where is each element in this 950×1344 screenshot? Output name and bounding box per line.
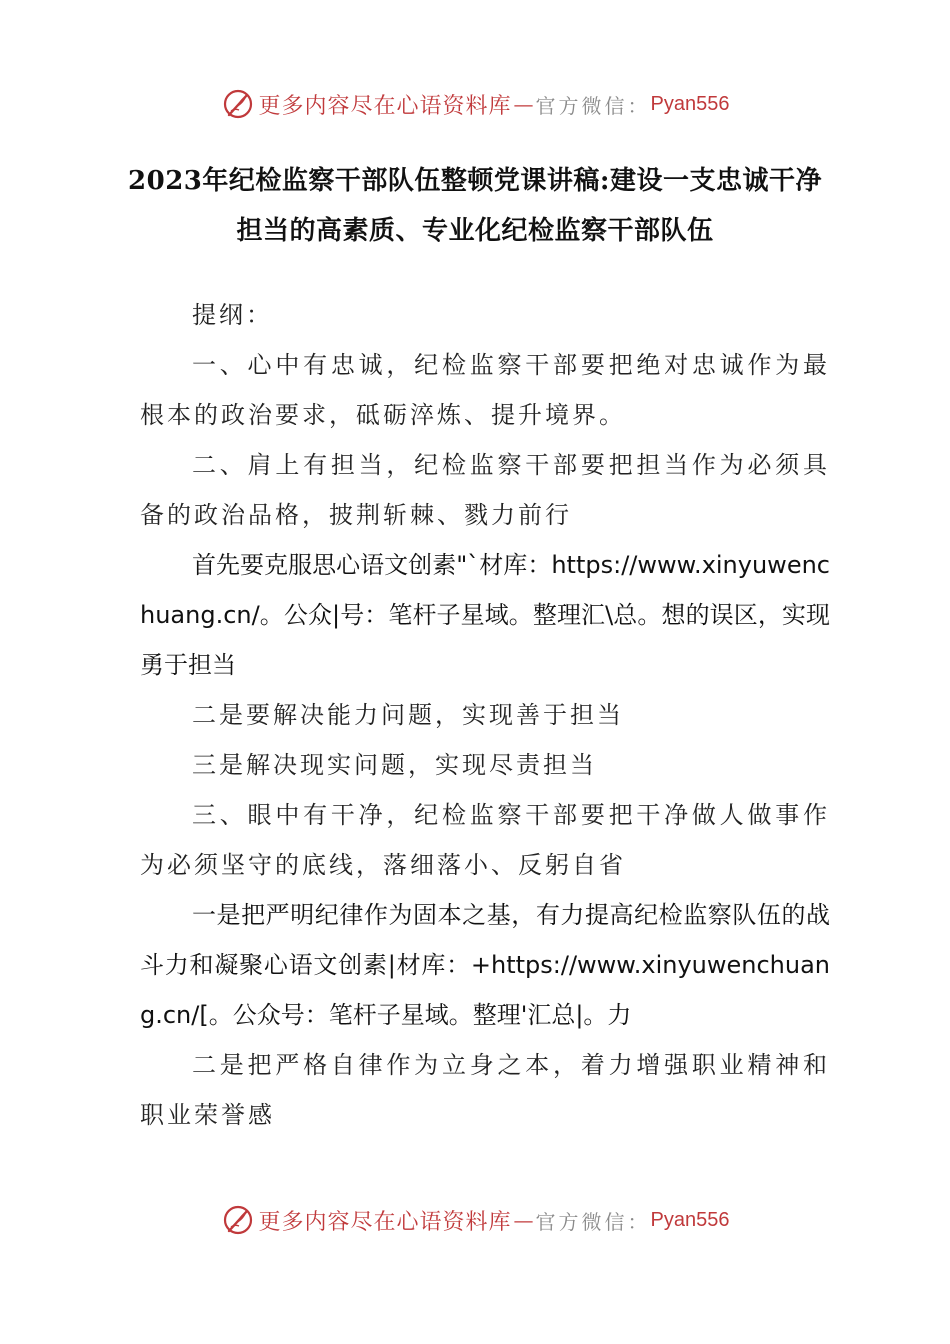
document-title-line-1: 2023年纪检监察干部队伍整顿党课讲稿:建设一支忠诚干净 bbox=[128, 166, 822, 196]
banner-dash: — bbox=[513, 1208, 534, 1232]
document-body bbox=[140, 290, 830, 1140]
header-banner bbox=[0, 80, 950, 128]
banner-wechat-id: Pyan556 bbox=[650, 1208, 730, 1231]
paragraph-point-3: 三、眼中有干净，纪检监察干部要把干净做人做事作为必须坚守的底线，落细落小、反躬自省 bbox=[140, 801, 830, 879]
pen-feather-logo-icon bbox=[221, 87, 255, 121]
banner-main-text: 更多内容尽在心语资料库 bbox=[258, 93, 512, 119]
paragraph-point-1: 一、心中有忠诚，纪检监察干部要把绝对忠诚作为最根本的政治要求，砥砺淬炼、提升境界。 bbox=[140, 351, 830, 429]
paragraph-sub-discipline: 一是把严明纪律作为固本之基，有力提高纪检监察队伍的战斗力和凝聚心语文创素|材库：+https://www.xinyuwenchuang.cn/[。公众号：笔杆子星域。整理'汇总|。力 bbox=[140, 901, 830, 1029]
banner-wechat-label: 官方微信： bbox=[535, 1209, 651, 1234]
paragraph-sub-second: 二是要解决能力问题，实现善于担当 bbox=[192, 701, 624, 729]
paragraph-sub-third: 三是解决现实问题，实现尽责担当 bbox=[192, 751, 597, 779]
paragraph-outline-label: 提纲： bbox=[192, 301, 273, 329]
paragraph-point-2: 二、肩上有担当，纪检监察干部要把担当作为必须具备的政治品格，披荆斩棘、戮力前行 bbox=[140, 451, 830, 529]
document-title-line-2: 担当的高素质、专业化纪检监察干部队伍 bbox=[236, 216, 714, 246]
banner-main-text: 更多内容尽在心语资料库 bbox=[258, 1209, 512, 1235]
banner-dash: — bbox=[513, 92, 534, 116]
paragraph-sub-first: 首先要克服思心语文创素"`材库：https://www.xinyuwenchuang.cn/。公众|号：笔杆子星域。整理汇\总。想的误区，实现勇于担当 bbox=[140, 551, 830, 679]
footer-banner bbox=[0, 1196, 950, 1244]
paragraph-sub-self-discipline: 二是把严格自律作为立身之本，着力增强职业精神和职业荣誉感 bbox=[140, 1051, 830, 1129]
pen-feather-logo-icon bbox=[221, 1203, 255, 1237]
banner-wechat-id: Pyan556 bbox=[650, 92, 730, 115]
banner-wechat-label: 官方微信： bbox=[535, 93, 651, 118]
